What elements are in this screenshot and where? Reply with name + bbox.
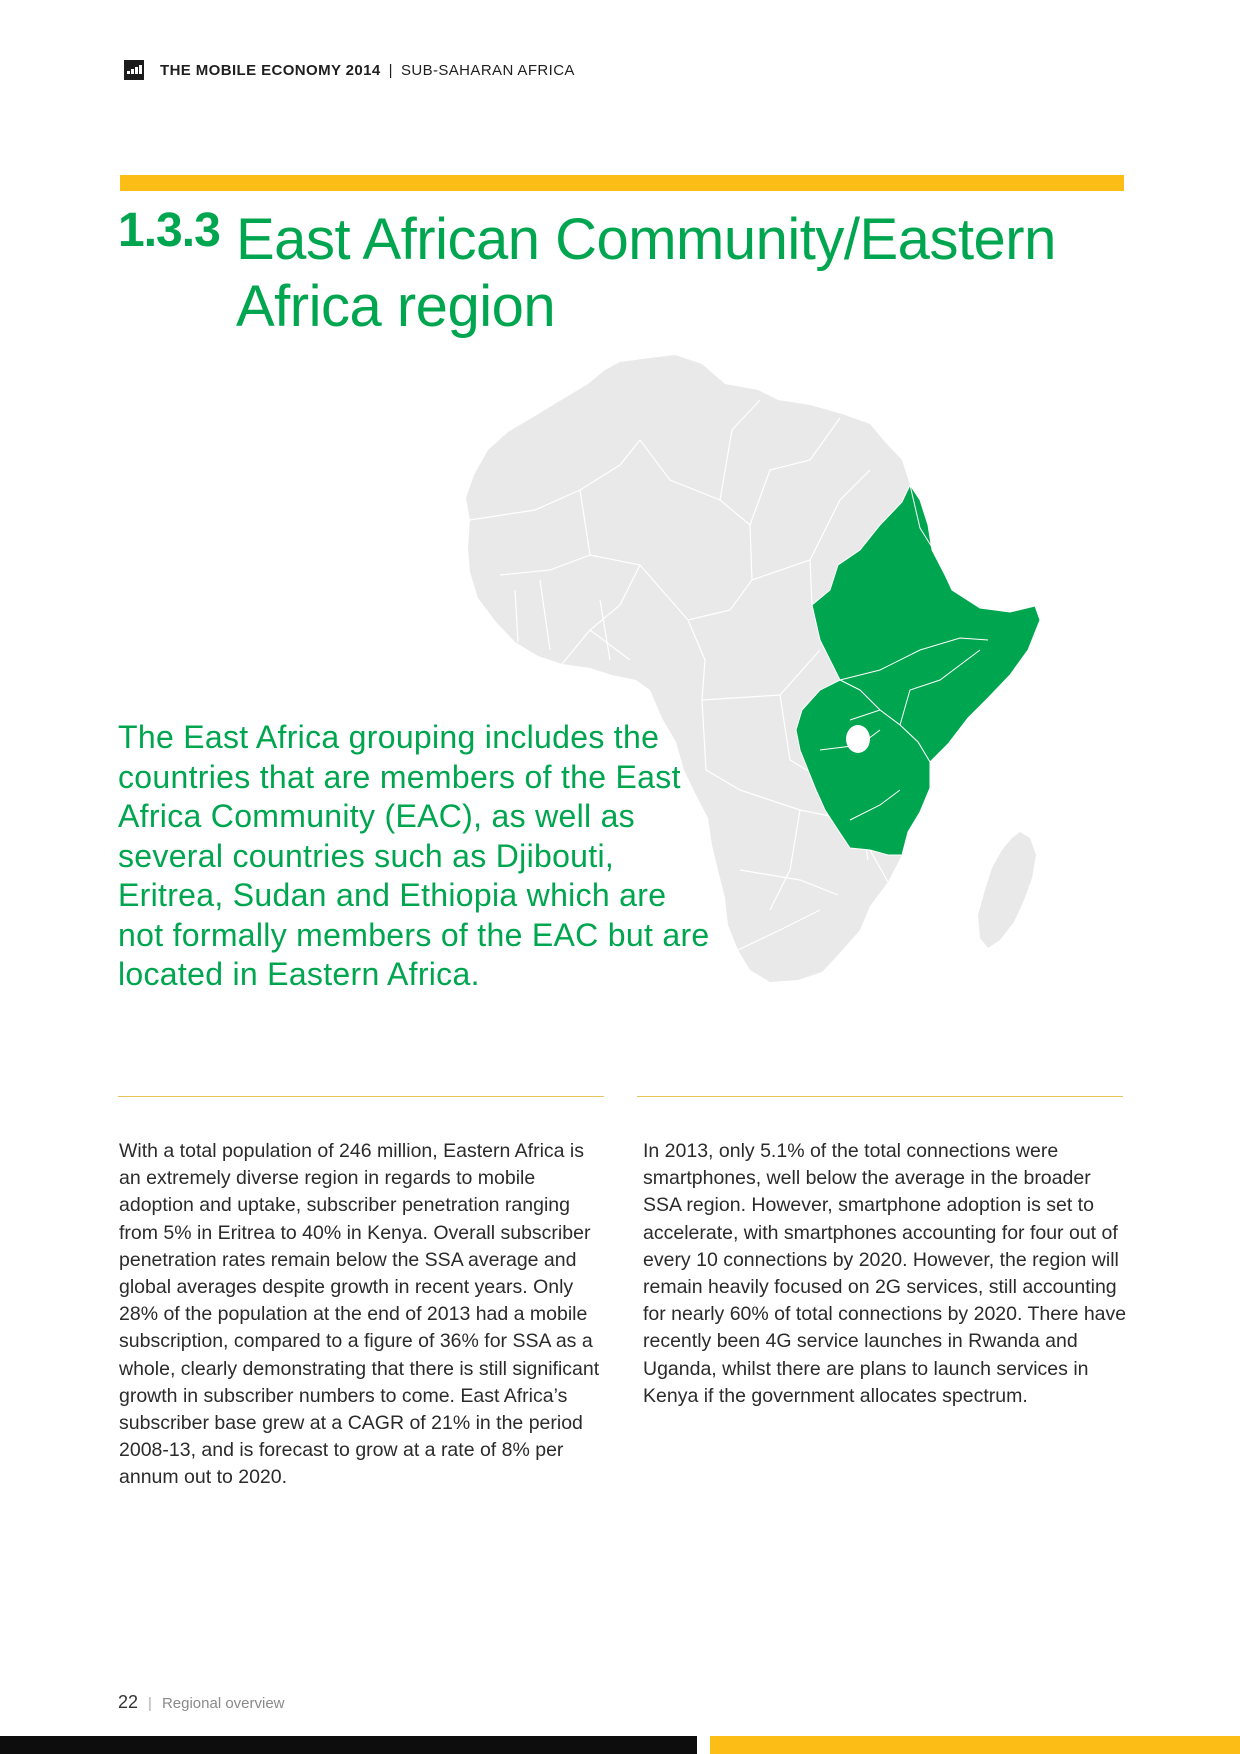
pull-quote: The East Africa grouping includes the countries that are members of the East Africa Community (EAC), as well as several countries such as Djibouti, Eritrea, Sudan and Ethiopia which are not formally members of the EAC but are located in Eastern Africa. bbox=[118, 719, 710, 992]
footer-dark-bar bbox=[0, 1736, 697, 1754]
madagascar-landmass bbox=[978, 832, 1036, 948]
running-header bbox=[124, 60, 575, 80]
publication-region: SUB-SAHARAN AFRICA bbox=[400, 61, 575, 79]
page-number: 22 bbox=[118, 1692, 139, 1712]
section-number: 1.3.3 bbox=[118, 204, 220, 257]
section-top-rule bbox=[120, 175, 1124, 191]
right-column-rule bbox=[637, 1096, 1123, 1097]
footer-separator: | bbox=[148, 1695, 152, 1712]
header-separator: | bbox=[388, 61, 393, 79]
footer-yellow-bar bbox=[710, 1736, 1240, 1754]
body-left-column: With a total population of 246 million, Eastern Africa is an extremely diverse region in regards to mobile adoption and uptake, subscriber penetration ranging from 5% in Eritrea to 40% in Kenya. Overall subscriber penetration rates remain below the SSA average and global averages despite growth in recent years. Only 28% of the population at the end of 2013 had a mobile subscription, compared to a figure of 36% for SSA as a whole, clearly demonstrating that there is still significant growth in subscriber numbers to come. East Africa’s subscriber base grew at a CAGR of 21% in the period 2008-13, and is forecast to grow at a rate of 8% per annum out to 2020. bbox=[119, 1140, 600, 1489]
gsma-logo-icon bbox=[124, 60, 144, 80]
page-footer bbox=[118, 1692, 285, 1713]
left-column-rule bbox=[118, 1096, 604, 1097]
publication-title: THE MOBILE ECONOMY 2014 bbox=[160, 61, 381, 79]
lake-victoria bbox=[846, 725, 870, 753]
footer-section-label: Regional overview bbox=[161, 1695, 285, 1712]
section-title: East African Community/Eastern Africa region bbox=[236, 207, 1056, 339]
body-right-column: In 2013, only 5.1% of the total connections were smartphones, well below the average in the broader SSA region. However, smartphone adoption is set to accelerate, with smartphones accounting for four out of every 10 connections by 2020. However, the region will remain heavily focused on 2G services, still accounting for nearly 60% of total connections by 2020. There have recently been 4G service launches in Rwanda and Uganda, whilst there are plans to launch services in Kenya if the government allocates spectrum. bbox=[643, 1140, 1127, 1407]
